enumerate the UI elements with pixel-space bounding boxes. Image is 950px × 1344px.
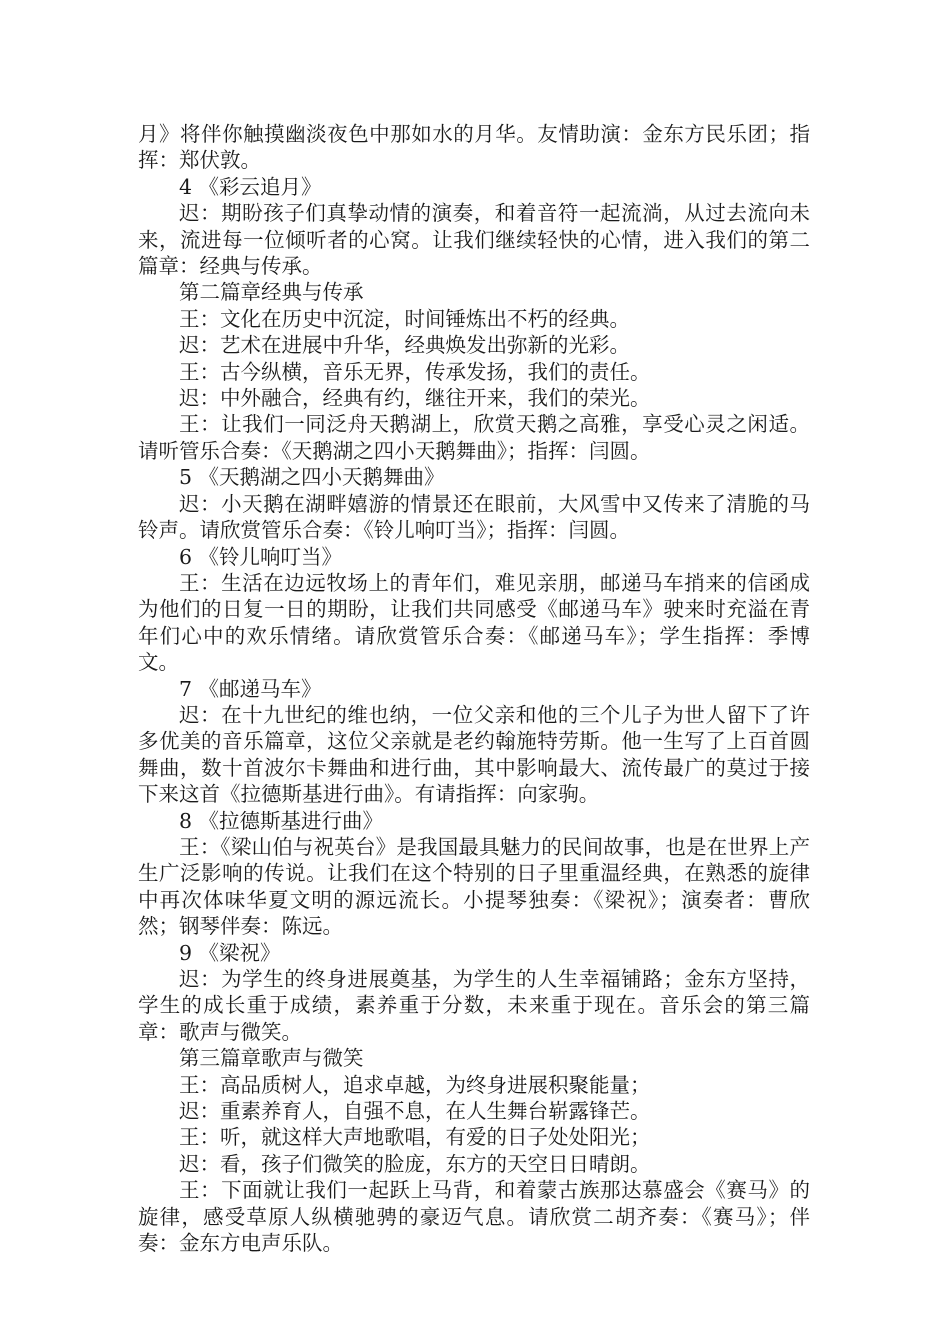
paragraph: 王：让我们一同泛舟天鹅湖上，欣赏天鹅之高雅，享受心灵之闲适。请听管乐合奏：《天鹅湖之四小天鹅舞曲》；指挥：闫圆。 <box>138 412 810 463</box>
paragraph: 迟：艺术在进展中升华，经典焕发出弥新的光彩。 <box>179 333 630 358</box>
paragraph: 迟：期盼孩子们真挚动情的演奏，和着音符一起流淌，从过去流向未来，流进每一位倾听者的心窝。让我们继续轻快的心情，进入我们的第二篇章：经典与传承。 <box>138 201 810 279</box>
program-item: 7 《邮递马车》 <box>179 676 322 701</box>
program-item: 9 《梁祝》 <box>179 940 281 965</box>
paragraph: 王：古今纵横，音乐无界，传承发扬，我们的责任。 <box>179 359 651 384</box>
chapter-heading: 第二篇章经典与传承 <box>179 280 364 305</box>
paragraph: 迟：重素养育人，自强不息，在人生舞台崭露锋芒。 <box>179 1099 651 1124</box>
paragraph: 迟：小天鹅在湖畔嬉游的情景还在眼前，大风雪中又传来了清脆的马铃声。请欣赏管乐合奏：《铃儿响叮当》；指挥：闫圆。 <box>138 491 810 543</box>
paragraph: 王：下面就让我们一起跃上马背，和着蒙古族那达慕盛会《赛马》的旋律，感受草原人纵横驰骋的豪迈气息。请欣赏二胡齐奏：《赛马》；伴奏：金东方电声乐队。 <box>138 1178 810 1256</box>
program-item: 8 《拉德斯基进行曲》 <box>179 808 384 833</box>
paragraph: 迟：为学生的终身进展奠基，为学生的人生幸福铺路；金东方坚持，学生的成长重于成绩，素养重于分数，未来重于现在。音乐会的第三篇章：歌声与微笑。 <box>138 967 810 1044</box>
paragraph: 王：高品质树人，追求卓越，为终身进展积聚能量； <box>179 1072 651 1097</box>
program-item: 5 《天鹅湖之四小天鹅舞曲》 <box>179 465 445 490</box>
program-item: 6 《铃儿响叮当》 <box>179 544 343 569</box>
chapter-heading: 第三篇章歌声与微笑 <box>179 1046 364 1071</box>
paragraph: 迟：中外融合，经典有约，继往开来，我们的荣光。 <box>179 386 651 411</box>
paragraph: 迟：看，孩子们微笑的脸庞，东方的天空日日晴朗。 <box>179 1151 651 1176</box>
paragraph: 王：听，就这样大声地歌唱，有爱的日子处处阳光； <box>179 1125 651 1150</box>
program-item: 4 《彩云追月》 <box>179 174 322 199</box>
paragraph: 迟：在十九世纪的维也纳，一位父亲和他的三个儿子为世人留下了许多优美的音乐篇章，这位父亲就是老约翰施特劳斯。他一生写了上百首圆舞曲，数十首波尔卡舞曲和进行曲，其中影响最大、流传最广的莫过于接下来这首《拉德斯基进行曲》。有请指挥：向家驹。 <box>138 702 810 807</box>
paragraph: 王：生活在边远牧场上的青年们，难见亲朋，邮递马车捎来的信函成为他们的日复一日的期盼，让我们共同感受《邮递马车》驶来时充溢在青年们心中的欢乐情绪。请欣赏管乐合奏：《邮递马车》；学生指挥：季博文。 <box>138 570 810 675</box>
document-body <box>138 121 810 1256</box>
paragraph: 王：《梁山伯与祝英台》是我国最具魅力的民间故事，也是在世界上产生广泛影响的传说。让我们在这个特别的日子里重温经典，在熟悉的旋律中再次体味华夏文明的源远流长。小提琴独奏：《梁祝》；演奏者：曹欣然；钢琴伴奏：陈远。 <box>138 834 810 939</box>
paragraph: 王：文化在历史中沉淀，时间锤炼出不朽的经典。 <box>179 306 630 331</box>
paragraph: 月》将伴你触摸幽淡夜色中那如水的月华。友情助演：金东方民乐团；指挥：郑伏敦。 <box>138 122 810 173</box>
